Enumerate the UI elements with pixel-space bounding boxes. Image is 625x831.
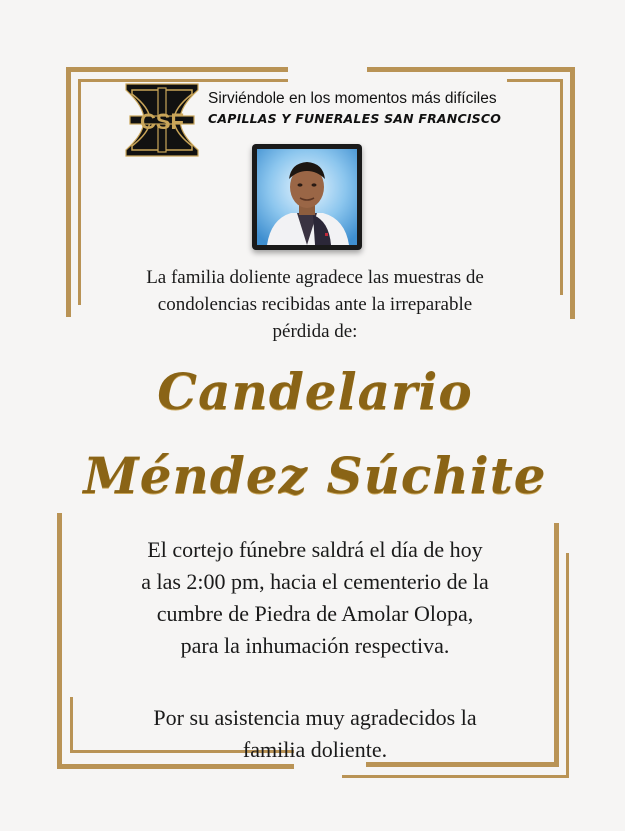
details-line: a las 2:00 pm, hacia el cementerio de la (141, 569, 489, 594)
deceased-first-name: Candelario (157, 362, 473, 421)
thanks-line: Por su asistencia muy agradecidos la (153, 705, 477, 730)
thanks-text (60, 702, 570, 766)
details-line: El cortejo fúnebre saldrá el día de hoy (147, 537, 483, 562)
intro-line: pérdida de: (272, 321, 358, 342)
intro-line: condolencias recibidas ante la irreparable (157, 294, 473, 315)
company-name: CAPILLAS Y FUNERALES SAN FRANCISCO (208, 111, 502, 126)
portrait-photo-icon (257, 149, 357, 245)
procession-details (60, 534, 570, 662)
intro-line: La familia doliente agradece las muestras de (146, 267, 484, 288)
thanks-line: familia doliente. (242, 737, 388, 762)
intro-text (70, 264, 560, 345)
tagline: Sirviéndole en los momentos más difíciles (208, 90, 497, 107)
cross-emblem-logo-icon (124, 82, 200, 158)
deceased-photo (252, 144, 362, 250)
details-line: cumbre de Piedra de Amolar Olopa, (156, 601, 474, 626)
deceased-last-name: Méndez Súchite (83, 446, 547, 505)
logo-letters: CSF (140, 109, 184, 134)
details-line: para la inhumación respectiva. (180, 633, 450, 658)
